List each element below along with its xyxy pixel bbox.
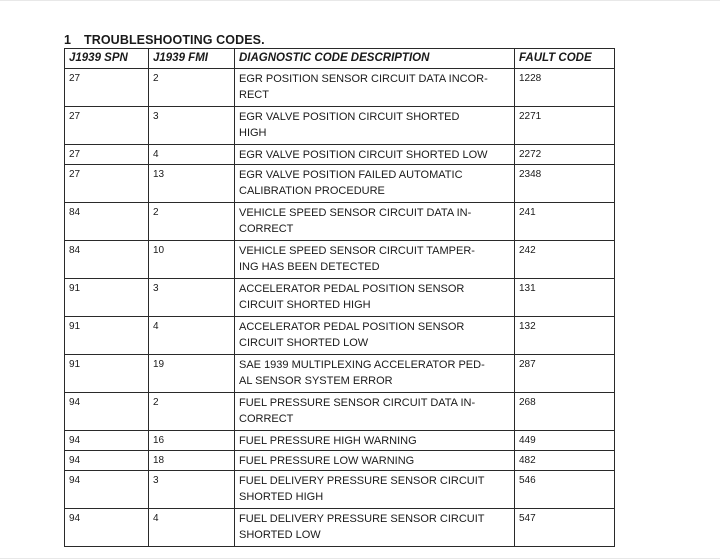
fault-code-cell: 268: [515, 393, 615, 431]
description-line: EGR POSITION SENSOR CIRCUIT DATA INCOR-: [239, 73, 488, 85]
description-line: SHORTED HIGH: [239, 491, 324, 503]
spn-cell: 91: [65, 317, 149, 355]
description-line: CALIBRATION PROCEDURE: [239, 185, 385, 197]
spn-cell: 27: [65, 145, 149, 165]
description-line: FUEL DELIVERY PRESSURE SENSOR CIRCUIT: [239, 475, 485, 487]
fmi-cell: 10: [149, 241, 235, 279]
fault-code-cell: 2348: [515, 165, 615, 203]
spn-cell: 27: [65, 165, 149, 203]
fmi-cell: 2: [149, 203, 235, 241]
description-line: EGR VALVE POSITION CIRCUIT SHORTED: [239, 111, 460, 123]
troubleshooting-codes-table: [64, 48, 615, 547]
spn-cell: 94: [65, 471, 149, 509]
description-cell: [235, 203, 515, 241]
spn-cell: 91: [65, 355, 149, 393]
table-row: [65, 317, 615, 355]
header-j1939-fmi: J1939 FMI: [149, 49, 235, 69]
description-cell: [235, 451, 515, 471]
fault-code-cell: 242: [515, 241, 615, 279]
fmi-cell: 18: [149, 451, 235, 471]
description-line: ACCELERATOR PEDAL POSITION SENSOR: [239, 321, 465, 333]
fmi-cell: 13: [149, 165, 235, 203]
fault-code-cell: 482: [515, 451, 615, 471]
fmi-cell: 19: [149, 355, 235, 393]
description-cell: [235, 279, 515, 317]
description-line: CIRCUIT SHORTED LOW: [239, 337, 369, 349]
fmi-cell: 4: [149, 509, 235, 547]
fmi-cell: 2: [149, 69, 235, 107]
description-line: SHORTED LOW: [239, 529, 321, 541]
description-cell: [235, 509, 515, 547]
fault-code-cell: 2271: [515, 107, 615, 145]
fmi-cell: 3: [149, 279, 235, 317]
description-line: AL SENSOR SYSTEM ERROR: [239, 375, 393, 387]
table-row: [65, 393, 615, 431]
spn-cell: 94: [65, 509, 149, 547]
description-line: EGR VALVE POSITION CIRCUIT SHORTED LOW: [239, 149, 488, 161]
fmi-cell: 3: [149, 107, 235, 145]
description-cell: [235, 145, 515, 165]
fmi-cell: 2: [149, 393, 235, 431]
fault-code-cell: 287: [515, 355, 615, 393]
description-line: FUEL PRESSURE LOW WARNING: [239, 455, 415, 467]
fmi-cell: 3: [149, 471, 235, 509]
description-line: CORRECT: [239, 223, 294, 235]
fmi-cell: 4: [149, 145, 235, 165]
table-row: [65, 451, 615, 471]
table-row: [65, 107, 615, 145]
description-line: EGR VALVE POSITION FAILED AUTOMATIC: [239, 169, 463, 181]
description-line: ING HAS BEEN DETECTED: [239, 261, 380, 273]
description-cell: [235, 241, 515, 279]
table-body: [65, 69, 615, 547]
spn-cell: 94: [65, 451, 149, 471]
table-row: [65, 471, 615, 509]
fmi-cell: 4: [149, 317, 235, 355]
section-number: 1: [64, 33, 72, 47]
fault-code-cell: 547: [515, 509, 615, 547]
spn-cell: 91: [65, 279, 149, 317]
header-fault-code: FAULT CODE: [515, 49, 615, 69]
fault-code-cell: 132: [515, 317, 615, 355]
table-row: [65, 431, 615, 451]
description-line: HIGH: [239, 127, 267, 139]
table-row: [65, 145, 615, 165]
header-j1939-spn: J1939 SPN: [65, 49, 149, 69]
description-cell: [235, 317, 515, 355]
description-line: ACCELERATOR PEDAL POSITION SENSOR: [239, 283, 465, 295]
fault-code-cell: 2272: [515, 145, 615, 165]
fault-code-cell: 241: [515, 203, 615, 241]
description-line: CIRCUIT SHORTED HIGH: [239, 299, 371, 311]
table-row: [65, 279, 615, 317]
description-line: VEHICLE SPEED SENSOR CIRCUIT DATA IN-: [239, 207, 472, 219]
description-cell: [235, 431, 515, 451]
table-row: [65, 69, 615, 107]
table-row: [65, 165, 615, 203]
fault-code-cell: 1228: [515, 69, 615, 107]
description-line: VEHICLE SPEED SENSOR CIRCUIT TAMPER-: [239, 245, 475, 257]
fault-code-cell: 546: [515, 471, 615, 509]
table-row: [65, 509, 615, 547]
table-row: [65, 241, 615, 279]
description-cell: [235, 69, 515, 107]
description-line: FUEL PRESSURE HIGH WARNING: [239, 435, 417, 447]
table-row: [65, 203, 615, 241]
spn-cell: 27: [65, 107, 149, 145]
spn-cell: 27: [65, 69, 149, 107]
header-diagnostic-code-description: DIAGNOSTIC CODE DESCRIPTION: [235, 49, 515, 69]
spn-cell: 94: [65, 431, 149, 451]
description-cell: [235, 165, 515, 203]
description-line: RECT: [239, 89, 269, 101]
section-heading: [64, 33, 265, 47]
description-cell: [235, 355, 515, 393]
description-cell: [235, 471, 515, 509]
description-cell: [235, 107, 515, 145]
description-line: FUEL DELIVERY PRESSURE SENSOR CIRCUIT: [239, 513, 485, 525]
spn-cell: 84: [65, 203, 149, 241]
description-line: FUEL PRESSURE SENSOR CIRCUIT DATA IN-: [239, 397, 476, 409]
table-header-row: [65, 49, 615, 69]
description-line: CORRECT: [239, 413, 294, 425]
spn-cell: 94: [65, 393, 149, 431]
description-cell: [235, 393, 515, 431]
fault-code-cell: 449: [515, 431, 615, 451]
description-line: SAE 1939 MULTIPLEXING ACCELERATOR PED-: [239, 359, 485, 371]
section-title: TROUBLESHOOTING CODES.: [84, 33, 265, 47]
spn-cell: 84: [65, 241, 149, 279]
fault-code-cell: 131: [515, 279, 615, 317]
fmi-cell: 16: [149, 431, 235, 451]
table-row: [65, 355, 615, 393]
